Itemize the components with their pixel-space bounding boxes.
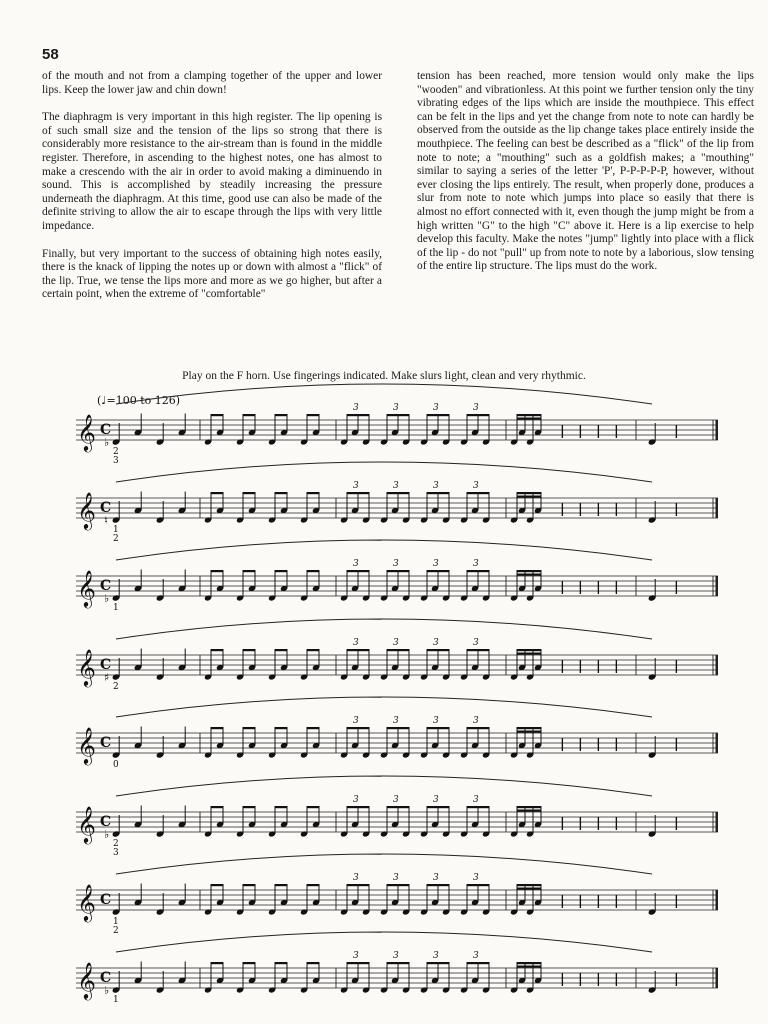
- beam: [517, 810, 541, 812]
- rest-icon: |: [614, 816, 619, 831]
- beam: [307, 414, 319, 416]
- beam: [387, 570, 409, 572]
- rest-icon: |: [578, 816, 583, 831]
- treble-clef-icon: 𝄞: [77, 883, 96, 921]
- rest-icon: |: [596, 502, 601, 517]
- beam: [517, 731, 541, 733]
- treble-clef-icon: 𝄞: [77, 726, 96, 764]
- rest-icon: |: [560, 502, 565, 517]
- beam: [275, 414, 287, 416]
- beam: [275, 727, 287, 729]
- triplet-marker: 3: [473, 481, 479, 491]
- beam: [387, 962, 409, 964]
- final-barline-thick: [716, 498, 719, 518]
- treble-clef-icon: 𝄞: [77, 413, 96, 451]
- rest-icon: |: [674, 424, 679, 439]
- triplet-marker: 3: [433, 795, 439, 805]
- fingering-number: 2: [113, 534, 119, 544]
- beam: [243, 414, 255, 416]
- rest-icon: |: [560, 894, 565, 909]
- accidental-sign: ♭: [104, 592, 110, 605]
- slur: [116, 462, 652, 482]
- beam: [427, 962, 449, 964]
- triplet-marker: 3: [393, 403, 399, 413]
- beam: [211, 649, 223, 651]
- beam: [467, 649, 489, 651]
- rest-icon: |: [674, 502, 679, 517]
- triplet-marker: 3: [433, 481, 439, 491]
- triplet-marker: 3: [433, 951, 439, 961]
- triplet-marker: 3: [473, 951, 479, 961]
- beam: [467, 727, 489, 729]
- exercise-instruction: Play on the F horn. Use fingerings indicated. Make slurs light, clean and very rhythmic.: [182, 370, 586, 382]
- treble-clef-icon: 𝄞: [77, 805, 96, 843]
- paragraph: of the mouth and not from a clamping together of the upper and lower lips. Keep the lower jaw and chin down!: [42, 70, 382, 96]
- triplet-marker: 3: [433, 403, 439, 413]
- beam: [387, 806, 409, 808]
- triplet-marker: 3: [433, 716, 439, 726]
- fingering-number: 2: [113, 682, 119, 692]
- rest-icon: |: [560, 737, 565, 752]
- beam: [517, 570, 541, 572]
- final-barline-thick: [716, 890, 719, 910]
- beam: [211, 570, 223, 572]
- beam: [275, 884, 287, 886]
- rest-icon: |: [674, 894, 679, 909]
- triplet-marker: 3: [353, 795, 359, 805]
- beam: [387, 414, 409, 416]
- triplet-marker: 3: [393, 873, 399, 883]
- final-barline-thick: [716, 968, 719, 988]
- rest-icon: |: [560, 580, 565, 595]
- treble-clef-icon: 𝄞: [77, 491, 96, 529]
- triplet-marker: 3: [433, 873, 439, 883]
- triplet-marker: 3: [353, 716, 359, 726]
- rest-icon: |: [596, 972, 601, 987]
- final-barline-thick: [716, 733, 719, 753]
- fingering-number: 1: [113, 917, 119, 927]
- paragraph: The diaphragm is very important in this high register. The lip opening is of such small size and the tension of the lips so strong that there is considerably more resistance to the air-stream than is found in the middle register. Therefore, in ascending to the highest notes, one has almost to make a crescendo with the air in order to avoid making a diminuendo in sound. This is accomplished by steadily increasing the pressure underneath the diaphragm. At this time, good use can also be made of the definite striving to allow the air to escape through the lips with very little impedance.: [42, 111, 382, 232]
- beam: [517, 888, 541, 890]
- rest-icon: |: [578, 894, 583, 909]
- rest-icon: |: [614, 972, 619, 987]
- treble-clef-icon: 𝄞: [77, 569, 96, 607]
- fingering-number: 0: [113, 760, 119, 770]
- triplet-marker: 3: [433, 638, 439, 648]
- beam: [517, 649, 541, 651]
- rest-icon: |: [578, 580, 583, 595]
- beam: [347, 649, 369, 651]
- triplet-marker: 3: [353, 873, 359, 883]
- time-signature: C: [100, 735, 112, 751]
- rest-icon: |: [596, 894, 601, 909]
- rest-icon: |: [560, 816, 565, 831]
- beam: [517, 496, 541, 498]
- rest-icon: |: [578, 424, 583, 439]
- beam: [243, 727, 255, 729]
- beam: [517, 884, 541, 886]
- beam: [427, 414, 449, 416]
- accidental-sign: ♭: [104, 436, 110, 449]
- triplet-marker: 3: [393, 638, 399, 648]
- slur: [116, 697, 652, 717]
- slur: [116, 776, 652, 796]
- tempo-marking: (♩=100 to 126): [97, 394, 181, 407]
- triplet-marker: 3: [473, 403, 479, 413]
- beam: [243, 492, 255, 494]
- beam: [211, 492, 223, 494]
- triplet-marker: 3: [353, 638, 359, 648]
- accidental-sign: ♯: [104, 671, 110, 684]
- beam: [275, 806, 287, 808]
- beam: [347, 492, 369, 494]
- accidental-sign: ♭: [104, 828, 110, 841]
- beam: [307, 727, 319, 729]
- beam: [467, 414, 489, 416]
- beam: [211, 962, 223, 964]
- beam: [517, 492, 541, 494]
- beam: [387, 727, 409, 729]
- beam: [387, 649, 409, 651]
- accidental-sign: ♭: [104, 984, 110, 997]
- rest-icon: |: [614, 894, 619, 909]
- rest-icon: |: [674, 816, 679, 831]
- beam: [347, 727, 369, 729]
- triplet-marker: 3: [473, 873, 479, 883]
- time-signature: C: [100, 814, 112, 830]
- rest-icon: |: [614, 659, 619, 674]
- triplet-marker: 3: [473, 559, 479, 569]
- beam: [517, 966, 541, 968]
- final-barline-thick: [716, 576, 719, 596]
- beam: [517, 574, 541, 576]
- slur: [116, 854, 652, 874]
- beam: [517, 727, 541, 729]
- rest-icon: |: [578, 659, 583, 674]
- beam: [307, 649, 319, 651]
- beam: [307, 806, 319, 808]
- rest-icon: |: [578, 737, 583, 752]
- rest-icon: |: [560, 659, 565, 674]
- time-signature: C: [100, 422, 112, 438]
- beam: [211, 727, 223, 729]
- beam: [427, 570, 449, 572]
- paragraph: tension has been reached, more tension would only make the lips "wooden" and vibrationless. At this point we further tension only the tiny vibrating edges of the lips which are inside the mouthpiece. This effect can be felt in the lips and yet the change from note to note can hardly be observed from the outside as the lip change takes place entirely inside the mouthpiece. The feeling can best be described as a "flick" of the lip from note to note; a "mouthing" such as a goldfish makes; a "mouthing" similar to saying a series of the letter 'P', P-P-P-P-P, however, without ever closing the lips entirely. The result, when properly done, produces a slur from note to note which jumps into place so easily that there is almost no effort connected with it, even though the jump might be from a high written "G" to the high "C" above it. Here is a lip exercise to help develop this faculty. Make the notes "jump" lightly into place with a flick of the lip - do not "pull" up from note to note by a laborious, slow tensing of the entire lip structure. The lips must do the work.: [417, 70, 754, 273]
- beam: [467, 884, 489, 886]
- rest-icon: |: [578, 502, 583, 517]
- beam: [211, 806, 223, 808]
- beam: [211, 884, 223, 886]
- beam: [467, 570, 489, 572]
- slur: [116, 540, 652, 560]
- beam: [307, 962, 319, 964]
- rest-icon: |: [614, 424, 619, 439]
- beam: [427, 727, 449, 729]
- page-number: 58: [42, 46, 59, 63]
- beam: [517, 418, 541, 420]
- rest-icon: |: [614, 580, 619, 595]
- beam: [517, 414, 541, 416]
- rest-icon: |: [614, 737, 619, 752]
- final-barline-thick: [716, 420, 719, 440]
- triplet-marker: 3: [473, 716, 479, 726]
- rest-icon: |: [560, 424, 565, 439]
- beam: [243, 649, 255, 651]
- rest-icon: |: [674, 737, 679, 752]
- beam: [467, 806, 489, 808]
- triplet-marker: 3: [353, 951, 359, 961]
- beam: [347, 884, 369, 886]
- time-signature: C: [100, 892, 112, 908]
- fingering-number: 2: [113, 926, 119, 936]
- time-signature: C: [100, 500, 112, 516]
- final-barline-thick: [716, 812, 719, 832]
- beam: [427, 884, 449, 886]
- beam: [347, 414, 369, 416]
- time-signature: C: [100, 578, 112, 594]
- beam: [211, 414, 223, 416]
- beam: [427, 806, 449, 808]
- beam: [387, 492, 409, 494]
- beam: [275, 570, 287, 572]
- fingering-number: 1: [113, 603, 119, 613]
- rest-icon: |: [596, 816, 601, 831]
- rest-icon: |: [674, 972, 679, 987]
- rest-icon: |: [578, 972, 583, 987]
- fingering-number: 2: [113, 447, 119, 457]
- beam: [347, 962, 369, 964]
- triplet-marker: 3: [473, 795, 479, 805]
- treble-clef-icon: 𝄞: [77, 648, 96, 686]
- beam: [347, 806, 369, 808]
- beam: [275, 649, 287, 651]
- beam: [517, 653, 541, 655]
- time-signature: C: [100, 970, 112, 986]
- beam: [517, 962, 541, 964]
- beam: [275, 492, 287, 494]
- beam: [243, 962, 255, 964]
- triplet-marker: 3: [393, 481, 399, 491]
- slur: [116, 932, 652, 952]
- rest-icon: |: [674, 659, 679, 674]
- treble-clef-icon: 𝄞: [77, 961, 96, 999]
- beam: [517, 806, 541, 808]
- triplet-marker: 3: [353, 481, 359, 491]
- beam: [275, 962, 287, 964]
- rest-icon: |: [560, 972, 565, 987]
- fingering-number: 1: [113, 995, 119, 1005]
- rest-icon: |: [596, 580, 601, 595]
- rest-icon: |: [614, 502, 619, 517]
- beam: [243, 884, 255, 886]
- slur: [116, 384, 652, 404]
- accidental-sign: ♮: [104, 514, 108, 527]
- beam: [467, 492, 489, 494]
- rest-icon: |: [596, 424, 601, 439]
- beam: [307, 570, 319, 572]
- beam: [307, 492, 319, 494]
- rest-icon: |: [596, 737, 601, 752]
- slur: [116, 619, 652, 639]
- fingering-number: 3: [113, 848, 119, 858]
- beam: [387, 884, 409, 886]
- beam: [427, 492, 449, 494]
- paragraph: Finally, but very important to the success of obtaining high notes easily, there is the knack of lipping the notes up or down with almost a "flick" of the lip. True, we tense the lips more and more as we go higher, but after a certain point, when the extreme of "comfortable": [42, 247, 382, 301]
- triplet-marker: 3: [393, 559, 399, 569]
- triplet-marker: 3: [433, 559, 439, 569]
- triplet-marker: 3: [473, 638, 479, 648]
- rest-icon: |: [674, 580, 679, 595]
- fingering-number: 2: [113, 839, 119, 849]
- fingering-number: 1: [113, 525, 119, 535]
- fingering-number: 3: [113, 456, 119, 466]
- triplet-marker: 3: [353, 403, 359, 413]
- rest-icon: |: [596, 659, 601, 674]
- beam: [427, 649, 449, 651]
- triplet-marker: 3: [393, 795, 399, 805]
- beam: [243, 570, 255, 572]
- triplet-marker: 3: [393, 951, 399, 961]
- triplet-marker: 3: [393, 716, 399, 726]
- time-signature: C: [100, 657, 112, 673]
- beam: [307, 884, 319, 886]
- beam: [347, 570, 369, 572]
- beam: [243, 806, 255, 808]
- triplet-marker: 3: [353, 559, 359, 569]
- beam: [467, 962, 489, 964]
- final-barline-thick: [716, 655, 719, 675]
